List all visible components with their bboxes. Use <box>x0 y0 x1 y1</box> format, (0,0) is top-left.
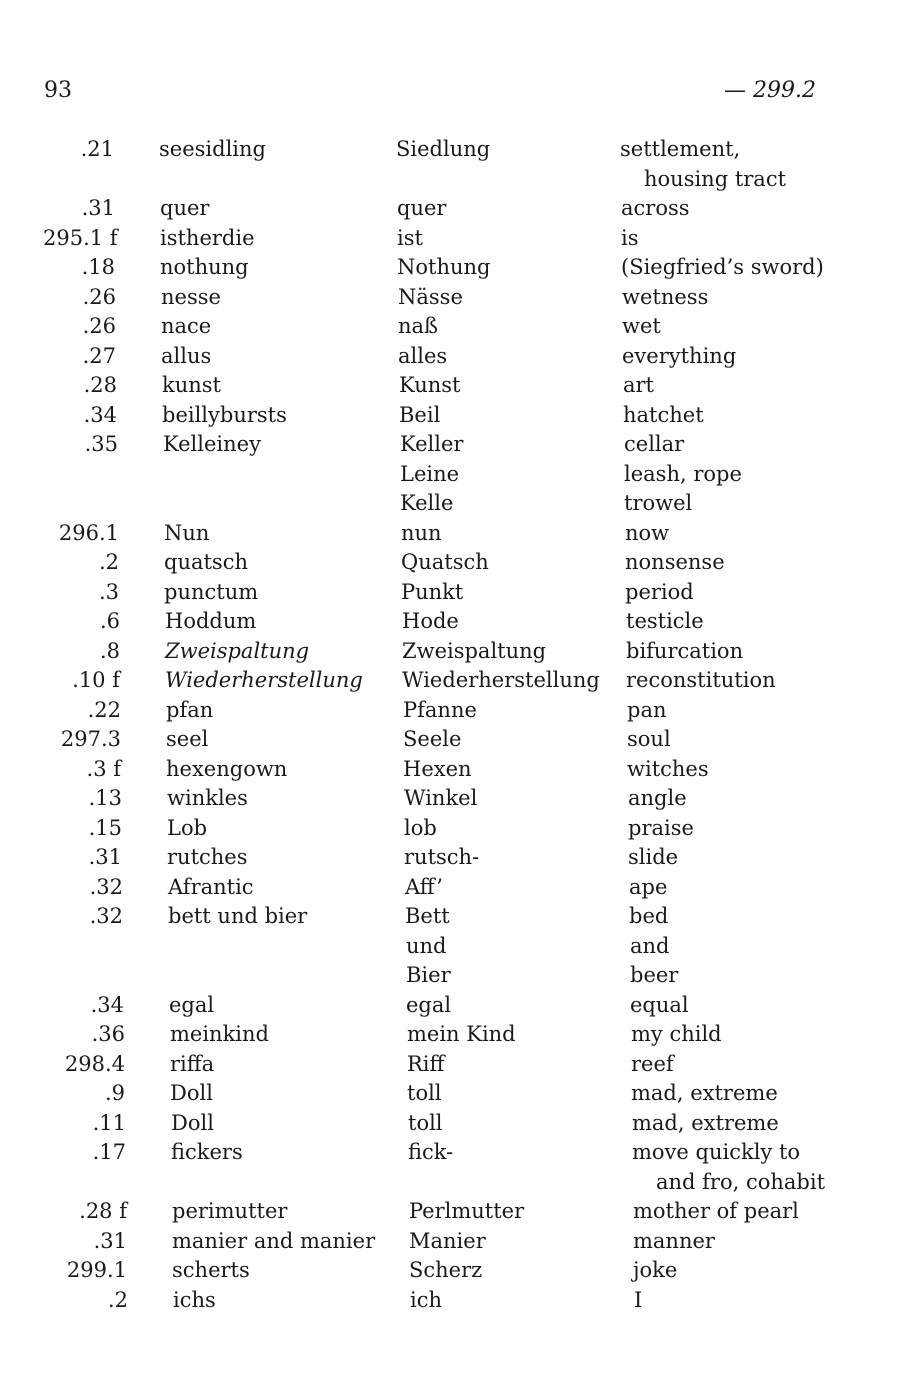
glossary-row <box>0 695 918 725</box>
german-word: und <box>406 934 447 958</box>
english-gloss-line: leash, rope <box>624 462 742 486</box>
wake-word: Kelleiney <box>163 432 261 456</box>
page-number: 93 <box>44 78 72 103</box>
line-reference: .35 <box>84 432 118 456</box>
wake-word: beillybursts <box>162 403 287 427</box>
english-gloss <box>624 429 684 459</box>
english-gloss <box>628 813 694 843</box>
wake-word: egal <box>169 993 215 1017</box>
english-gloss-continuation: housing tract <box>644 167 787 191</box>
english-gloss <box>626 606 704 636</box>
english-gloss <box>627 724 671 754</box>
wake-word: quer <box>160 196 210 220</box>
line-reference: .10 f <box>72 668 120 692</box>
german-word: Aff’ <box>405 875 443 899</box>
wake-word: Afrantic <box>168 875 254 899</box>
glossary-row <box>0 1255 918 1285</box>
english-gloss <box>633 1255 677 1285</box>
line-reference: .32 <box>89 904 123 928</box>
english-gloss <box>627 754 709 784</box>
english-gloss-line: pan <box>627 698 667 722</box>
glossary-row <box>0 724 918 754</box>
glossary-row <box>0 872 918 902</box>
line-reference: .32 <box>89 875 123 899</box>
english-gloss <box>620 134 786 194</box>
line-reference: .2 <box>98 550 119 574</box>
glossary-row <box>0 665 918 695</box>
line-reference: 298.4 <box>64 1052 125 1076</box>
english-gloss <box>622 282 708 312</box>
english-gloss <box>627 695 667 725</box>
german-word: toll <box>408 1111 443 1135</box>
wake-word: Doll <box>171 1111 214 1135</box>
glossary-row <box>0 252 918 282</box>
line-reference: .11 <box>92 1111 126 1135</box>
wake-word: Wiederherstellung <box>165 668 363 692</box>
english-gloss <box>630 960 678 990</box>
wake-word: istherdie <box>160 226 255 250</box>
line-reference: .6 <box>99 609 120 633</box>
line-reference: .36 <box>91 1022 125 1046</box>
english-gloss <box>632 1137 825 1197</box>
wake-word: Hoddum <box>165 609 257 633</box>
german-word: Scherz <box>409 1258 483 1282</box>
english-gloss-line: wet <box>622 314 661 338</box>
glossary-row <box>0 223 918 253</box>
english-gloss-line: equal <box>630 993 689 1017</box>
line-reference: .26 <box>82 314 116 338</box>
english-gloss <box>622 311 661 341</box>
english-gloss-line: (Siegfried’s sword) <box>621 255 824 279</box>
german-word: fick- <box>408 1140 454 1164</box>
german-word: Perlmutter <box>409 1199 525 1223</box>
english-gloss-line: bed <box>629 904 669 928</box>
german-word: Kelle <box>400 491 454 515</box>
english-gloss <box>625 577 694 607</box>
line-reference: .28 <box>83 373 117 397</box>
english-gloss <box>633 1196 799 1226</box>
german-word: alles <box>398 344 448 368</box>
english-gloss <box>632 1108 779 1138</box>
glossary-row <box>0 1196 918 1226</box>
german-word: Bier <box>406 963 451 987</box>
wake-word: ichs <box>173 1288 216 1312</box>
english-gloss <box>630 990 689 1020</box>
line-reference: .18 <box>81 255 115 279</box>
english-gloss <box>625 547 725 577</box>
wake-word: kunst <box>162 373 221 397</box>
english-gloss-line: slide <box>628 845 679 869</box>
line-reference: 295.1 f <box>43 226 118 250</box>
glossary-row <box>0 1137 918 1197</box>
german-word: Zweispaltung <box>402 639 547 663</box>
german-word: ich <box>410 1288 443 1312</box>
line-reference: .27 <box>82 344 116 368</box>
german-word: Manier <box>409 1229 486 1253</box>
english-gloss-line: my child <box>631 1022 722 1046</box>
wake-word: Doll <box>170 1081 213 1105</box>
german-word: nun <box>401 521 442 545</box>
wake-word: scherts <box>172 1258 250 1282</box>
german-word: Siedlung <box>396 137 491 161</box>
line-reference: .15 <box>88 816 122 840</box>
german-word: Hode <box>402 609 459 633</box>
english-gloss-continuation: and fro, cohabit <box>656 1170 826 1194</box>
english-gloss <box>631 1078 778 1108</box>
english-gloss <box>621 252 824 282</box>
english-gloss <box>626 636 743 666</box>
line-reference: .31 <box>93 1229 127 1253</box>
line-reference: .31 <box>88 845 122 869</box>
english-gloss <box>630 931 670 961</box>
english-gloss <box>621 193 690 223</box>
glossary-row <box>0 931 918 961</box>
glossary-row <box>0 901 918 931</box>
line-reference: .26 <box>82 285 116 309</box>
english-gloss-line: wetness <box>622 285 709 309</box>
english-gloss-line: praise <box>628 816 694 840</box>
german-word: lob <box>404 816 437 840</box>
german-word: Leine <box>400 462 460 486</box>
german-word: Wiederherstellung <box>402 668 600 692</box>
german-word: egal <box>406 993 452 1017</box>
english-gloss <box>624 459 742 489</box>
wake-word: perimutter <box>172 1199 288 1223</box>
english-gloss <box>621 223 639 253</box>
wake-word: seel <box>166 727 209 751</box>
german-word: naß <box>398 314 439 338</box>
wake-word: quatsch <box>164 550 248 574</box>
german-word: Beil <box>399 403 441 427</box>
english-gloss <box>623 400 704 430</box>
english-gloss-line: soul <box>627 727 671 751</box>
english-gloss <box>628 842 678 872</box>
english-gloss-line: witches <box>627 757 709 781</box>
wake-word: nesse <box>161 285 221 309</box>
line-reference: .28 f <box>79 1199 127 1223</box>
glossary-row <box>0 400 918 430</box>
line-reference: .17 <box>92 1140 126 1164</box>
glossary-row <box>0 488 918 518</box>
german-word: toll <box>407 1081 442 1105</box>
german-word: Hexen <box>403 757 472 781</box>
line-reference: 299.1 <box>66 1258 127 1282</box>
german-word: Winkel <box>404 786 478 810</box>
english-gloss-line: now <box>625 521 670 545</box>
english-gloss-line: reef <box>631 1052 674 1076</box>
wake-word: Zweispaltung <box>165 639 310 663</box>
glossary-row <box>0 960 918 990</box>
english-gloss <box>629 901 668 931</box>
wake-word: Lob <box>167 816 208 840</box>
english-gloss <box>631 1049 674 1079</box>
line-reference: .34 <box>83 403 117 427</box>
glossary-row <box>0 813 918 843</box>
english-gloss-line: settlement, <box>620 137 741 161</box>
german-word: Riff <box>407 1052 445 1076</box>
line-reference: .8 <box>99 639 120 663</box>
english-gloss <box>623 370 654 400</box>
english-gloss <box>629 872 667 902</box>
english-gloss-line: period <box>625 580 694 604</box>
english-gloss-line: everything <box>622 344 737 368</box>
line-reference: .34 <box>90 993 124 1017</box>
glossary-row <box>0 783 918 813</box>
glossary-row <box>0 842 918 872</box>
glossary-row <box>0 1078 918 1108</box>
line-reference: .31 <box>81 196 115 220</box>
english-gloss-line: joke <box>633 1258 678 1282</box>
english-gloss-line: angle <box>628 786 687 810</box>
running-head: — 299.2 <box>724 78 816 103</box>
wake-word: Nun <box>164 521 210 545</box>
glossary-row <box>0 1049 918 1079</box>
german-word: Bett <box>405 904 450 928</box>
english-gloss-line: bifurcation <box>626 639 744 663</box>
wake-word: punctum <box>164 580 259 604</box>
german-word: mein Kind <box>407 1022 516 1046</box>
english-gloss-line: hatchet <box>623 403 704 427</box>
english-gloss-line: art <box>623 373 654 397</box>
line-reference: .3 <box>98 580 119 604</box>
english-gloss-line: is <box>621 226 639 250</box>
english-gloss-line: cellar <box>624 432 685 456</box>
english-gloss <box>631 1019 722 1049</box>
german-word: ist <box>397 226 423 250</box>
german-word: Seele <box>403 727 462 751</box>
english-gloss-line: move quickly to <box>632 1140 801 1164</box>
line-reference: .2 <box>107 1288 128 1312</box>
english-gloss-line: manner <box>633 1229 715 1253</box>
german-word: Punkt <box>401 580 464 604</box>
wake-word: allus <box>161 344 212 368</box>
english-gloss-line: ape <box>629 875 668 899</box>
english-gloss-line: beer <box>630 963 679 987</box>
german-word: quer <box>397 196 447 220</box>
glossary-row <box>0 193 918 223</box>
english-gloss <box>624 488 692 518</box>
german-word: Kunst <box>399 373 461 397</box>
english-gloss-line: reconstitution <box>626 668 776 692</box>
line-reference: 296.1 <box>58 521 119 545</box>
wake-word: meinkind <box>170 1022 269 1046</box>
wake-word: seesidling <box>159 137 266 161</box>
glossary-row <box>0 459 918 489</box>
wake-word: hexengown <box>166 757 288 781</box>
glossary-row <box>0 754 918 784</box>
english-gloss <box>622 341 736 371</box>
line-reference: .21 <box>80 137 114 161</box>
english-gloss-line: nonsense <box>625 550 725 574</box>
glossary-row <box>0 577 918 607</box>
english-gloss-line: testicle <box>626 609 704 633</box>
glossary-row <box>0 990 918 1020</box>
english-gloss <box>626 665 776 695</box>
english-gloss <box>625 518 669 548</box>
glossary-row <box>0 1108 918 1138</box>
english-gloss-line: I <box>634 1288 643 1312</box>
german-word: Keller <box>400 432 464 456</box>
wake-word: bett und bier <box>168 904 308 928</box>
wake-word: pfan <box>166 698 214 722</box>
glossary-row <box>0 606 918 636</box>
english-gloss-line: trowel <box>624 491 693 515</box>
german-word: Quatsch <box>401 550 489 574</box>
wake-word: winkles <box>167 786 248 810</box>
wake-word: nace <box>161 314 212 338</box>
english-gloss-line: mother of pearl <box>633 1199 799 1223</box>
glossary-row <box>0 282 918 312</box>
glossary-row <box>0 311 918 341</box>
german-word: Nothung <box>397 255 491 279</box>
english-gloss <box>634 1285 642 1315</box>
glossary-row <box>0 1226 918 1256</box>
wake-word: fickers <box>171 1140 243 1164</box>
english-gloss <box>628 783 687 813</box>
english-gloss-line: and <box>630 934 670 958</box>
english-gloss-line: mad, extreme <box>631 1081 778 1105</box>
wake-word: riffa <box>170 1052 215 1076</box>
line-reference: .3 f <box>86 757 121 781</box>
glossary-row <box>0 518 918 548</box>
glossary-row <box>0 547 918 577</box>
wake-word: nothung <box>160 255 249 279</box>
german-word: Pfanne <box>403 698 477 722</box>
english-gloss <box>633 1226 715 1256</box>
wake-word: rutches <box>167 845 248 869</box>
glossary-row <box>0 134 918 194</box>
wake-word: manier and manier <box>172 1229 376 1253</box>
german-word: rutsch- <box>404 845 480 869</box>
english-gloss-line: mad, extreme <box>632 1111 779 1135</box>
glossary-row <box>0 636 918 666</box>
german-word: Nässe <box>398 285 463 309</box>
glossary-row <box>0 429 918 459</box>
glossary-row <box>0 341 918 371</box>
english-gloss-line: across <box>621 196 690 220</box>
glossary-row <box>0 1285 918 1315</box>
line-reference: .9 <box>104 1081 125 1105</box>
glossary-row <box>0 1019 918 1049</box>
glossary-row <box>0 370 918 400</box>
line-reference: .13 <box>88 786 122 810</box>
line-reference: 297.3 <box>60 727 121 751</box>
line-reference: .22 <box>87 698 121 722</box>
